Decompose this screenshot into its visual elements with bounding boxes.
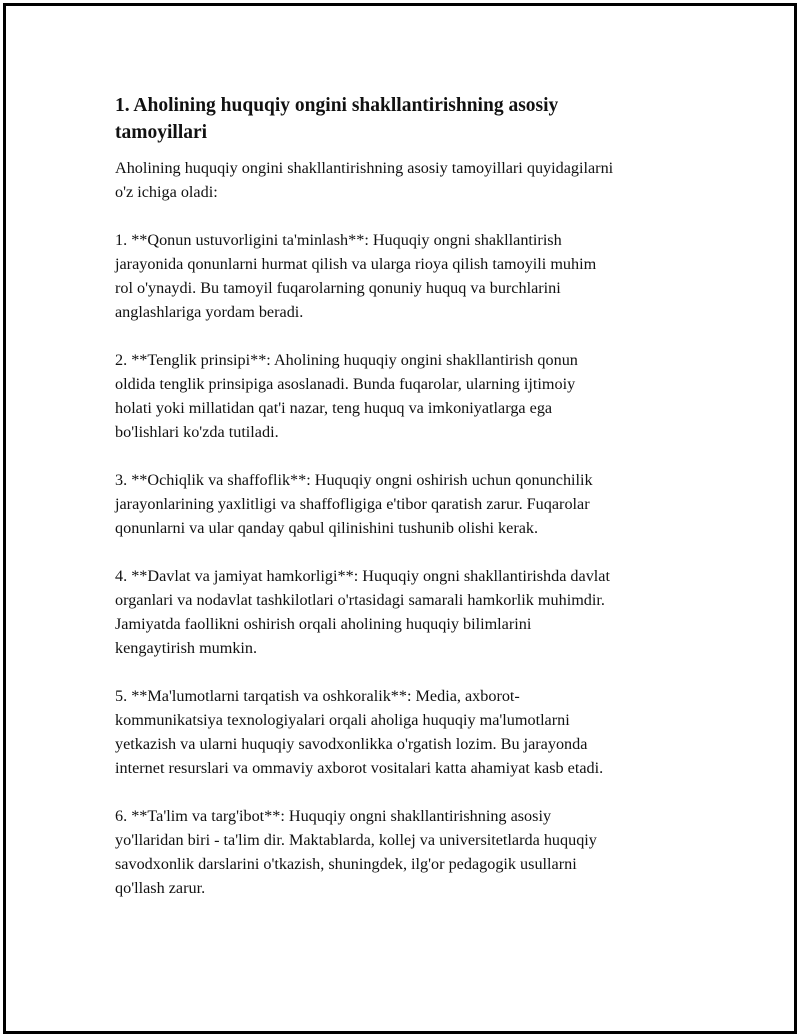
principle-rule-of-law: 1. **Qonun ustuvorligini ta'minlash**: Huquqiy ongni shakllantirish jarayonida qonunlarni hurmat qilish va ularga rioya qilish tamoyili muhim rol o'ynaydi. Bu tamoyil fuqarolarning qonuniy huquq va burchlarini anglashlariga yordam beradi. <box>115 231 597 321</box>
document-body <box>115 92 695 924</box>
principle-equality: 2. **Tenglik prinsipi**: Aholining huquqiy ongini shakllantirish qonun oldida tenglik prinsipiga asoslanadi. Bunda fuqarolar, ularning ijtimoiy holati yoki millatidan qat'i nazar, teng huquq va imkoniyatlarga ega bo'lishlari ko'zda tutiladi. <box>115 351 578 441</box>
principle-information-dissemination: 5. **Ma'lumotlarni tarqatish va oshkoralik**: Media, axborot- kommunikatsiya texnologiyalari orqali aholiga huquqiy ma'lumotlarni yetkazish va ularni huquqiy savodxonlikka o'rgatish lozim. Bu jarayonda internet resurslari va ommaviy axborot vositalari katta ahamiyat kasb etadi. <box>115 687 604 777</box>
principle-education-propaganda: 6. **Ta'lim va targ'ibot**: Huquqiy ongni shakllantirishning asosiy yo'llaridan biri - ta'lim dir. Maktablarda, kollej va universitetlarda huquqiy savodxonlik darslarini o'tkazish, shuningdek, ilg'or pedagogik usullarni qo'llash zarur. <box>115 807 597 897</box>
document-title: 1. Aholining huquqiy ongini shakllantirishning asosiy tamoyillari <box>115 95 559 143</box>
principle-openness-transparency: 3. **Ochiqlik va shaffoflik**: Huquqiy ongni oshirish uchun qonunchilik jarayonlarining yaxlitligi va shaffofligiga e'tibor qaratish zarur. Fuqarolar qonunlarni va ular qanday qabul qilinishini tushunib olishi kerak. <box>115 471 593 537</box>
intro-paragraph: Aholining huquqiy ongini shakllantirishning asosiy tamoyillari quyidagilarni o'z ichiga oladi: <box>115 159 614 201</box>
principle-state-society-cooperation: 4. **Davlat va jamiyat hamkorligi**: Huquqiy ongni shakllantirishda davlat organlari va nodavlat tashkilotlari o'rtasidagi samarali hamkorlik muhimdir. Jamiyatda faollikni oshirish orqali aholining huquqiy bilimlarini kengaytirish mumkin. <box>115 567 610 657</box>
